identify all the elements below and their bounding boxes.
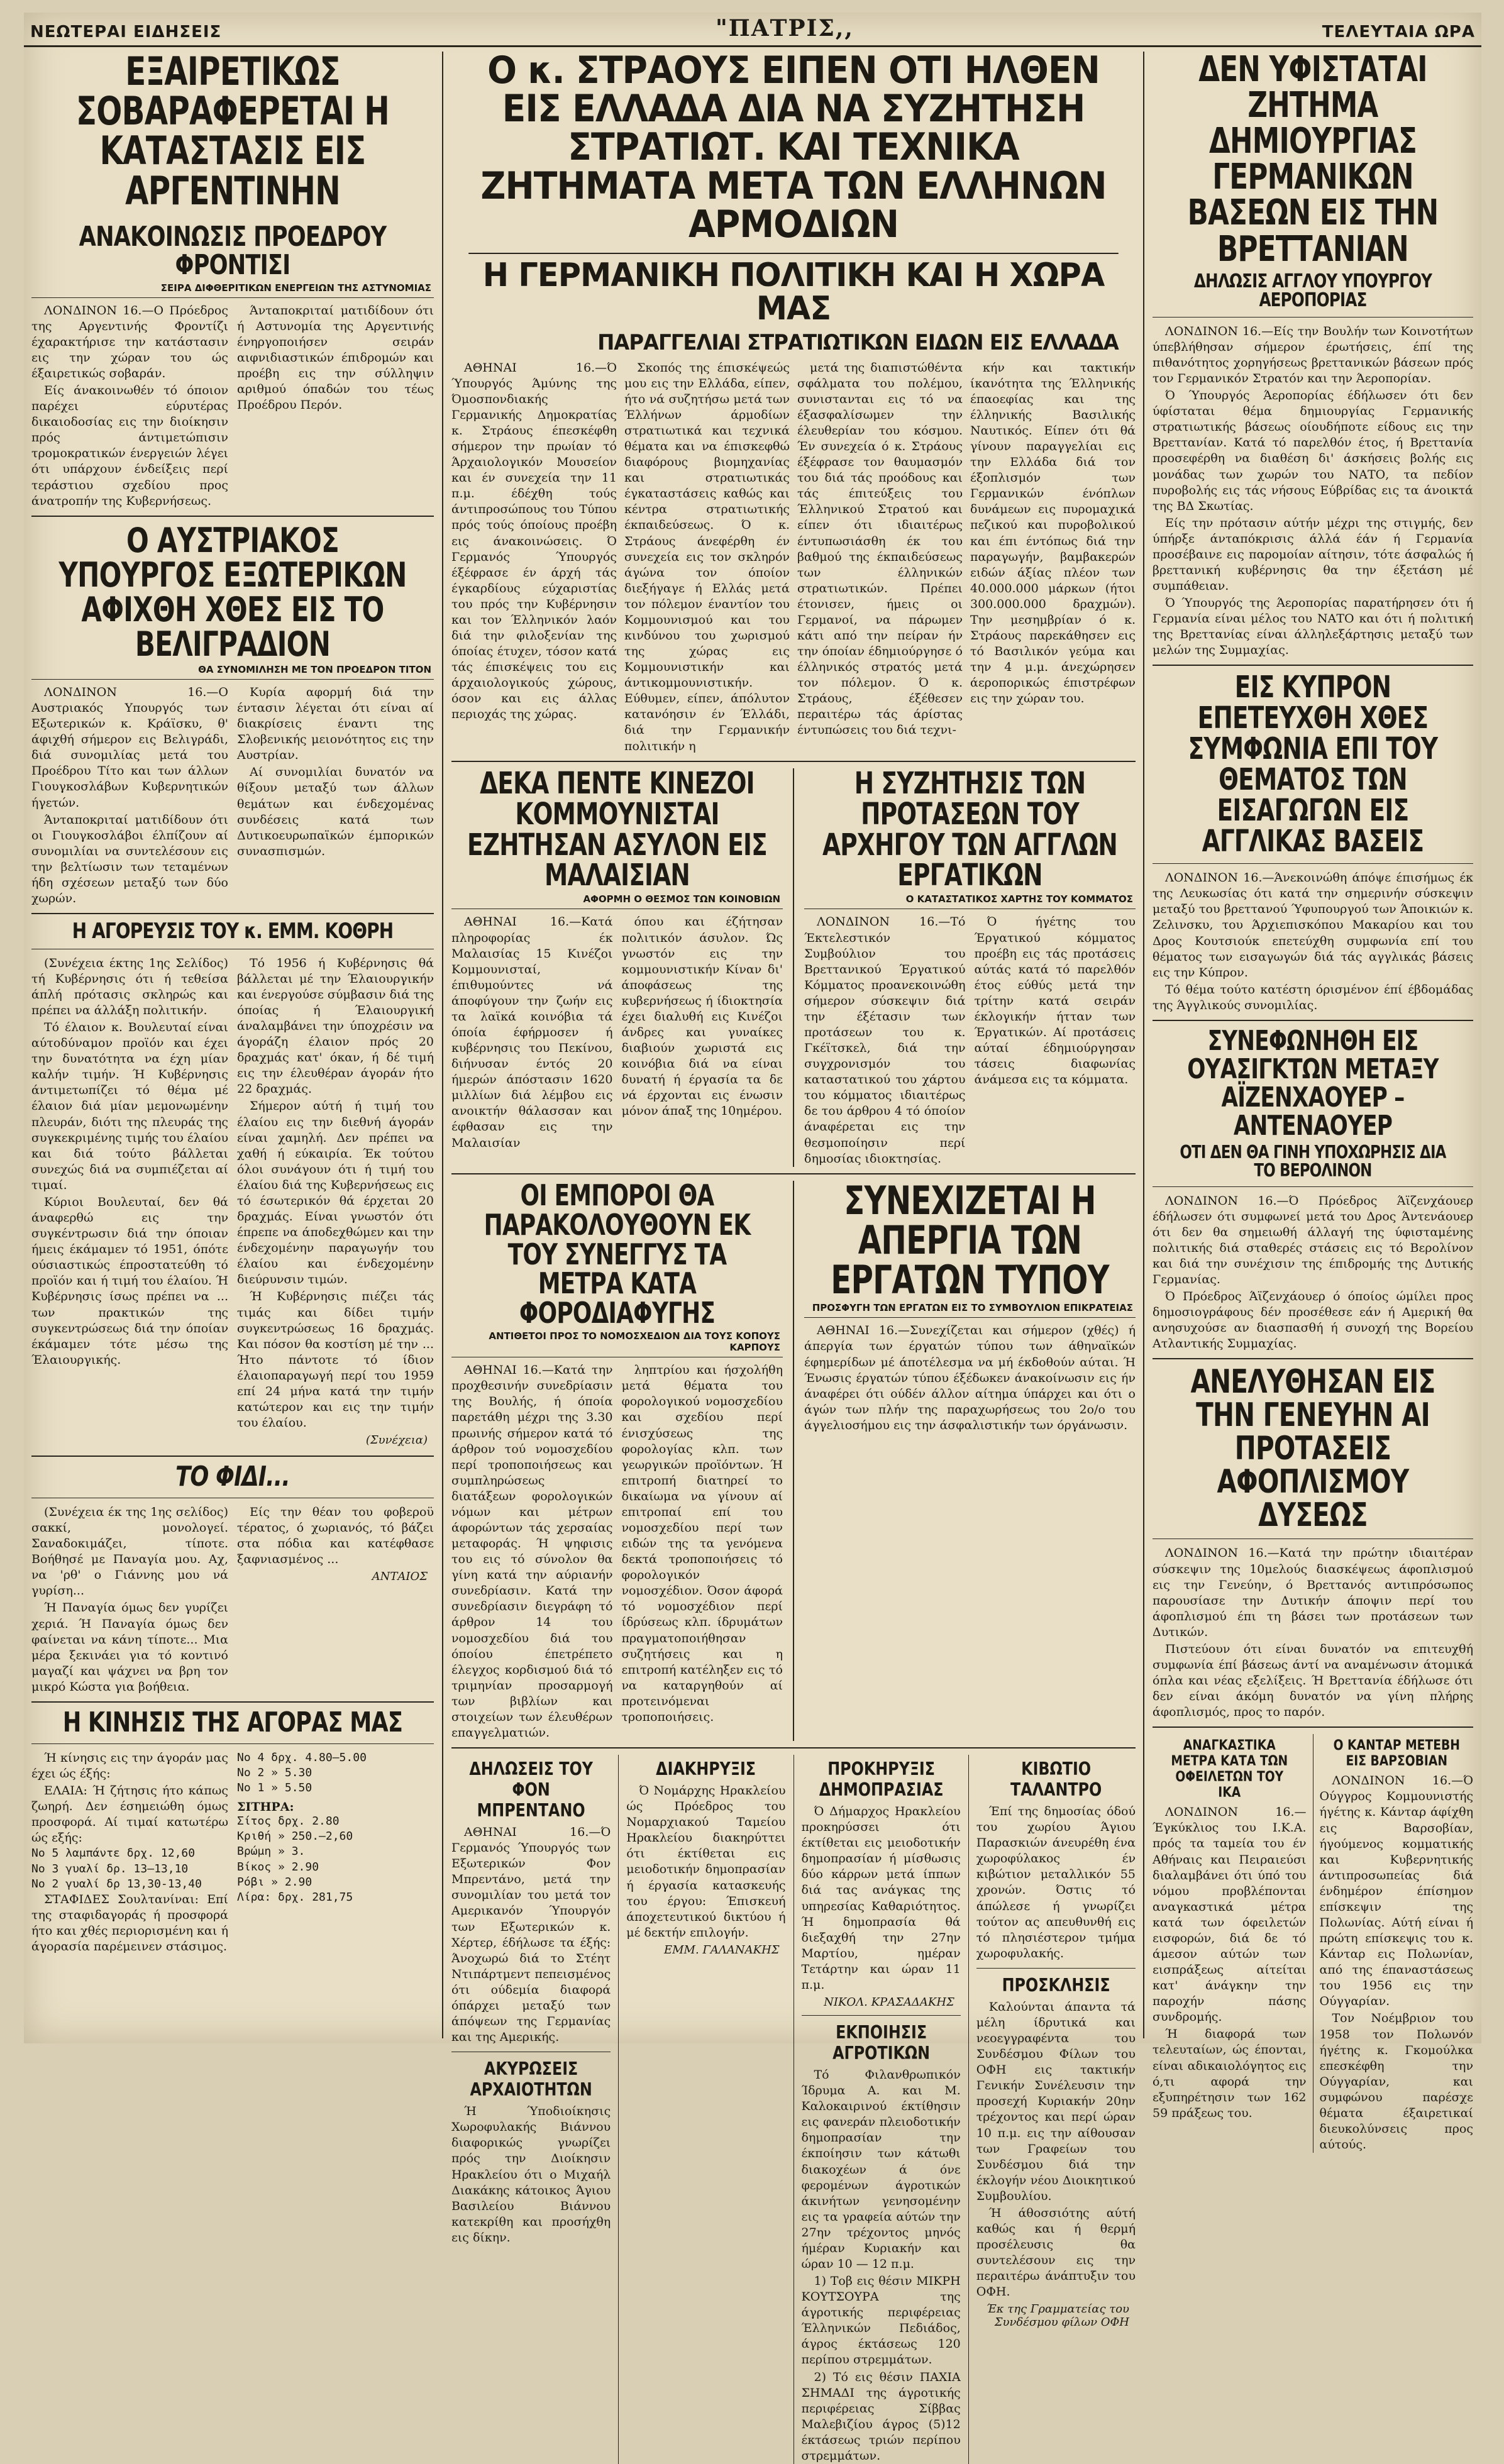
author-signature: ΑΝΤΑΙΟΣ (372, 1570, 428, 1584)
paragraph: Ό Νομάρχης Ηρακλείου ώς Πρόεδρος του Νομαρχιακού Ταμείου Ηρακλείου διακηρύττει ότι έκτίθεται εις μειοδοτικήν δημοπρασίαν ή έργασία κατασκευής του έργου: Έπισκευή άποχετευτικού δικτύου ή μέ δεκτήν επιλογήν. (626, 1784, 786, 1940)
price-row: Βρώμη » 3. (237, 1845, 306, 1859)
headline: ΑΝΕΛΥΘΗΣΑΝ ΕΙΣ ΤΗΝ ΓΕΝΕΥΗΝ ΑΙ ΠΡΟΤΑΣΕΙΣ ΑΦΟΠΛΙΣΜΟΥ ΔΥΣΕΩΣ (1190, 1363, 1435, 1535)
paragraph: ΣΤΑΦΙΔΕΣ Σουλτανίναι: Επί της σταφιδαγοράς ή προσφορά ήτο και χθές περιορισμένη και ή άγορασία παρέμεινεν στάσιμος. (31, 1892, 228, 1954)
price-row: Νο 4 δρχ. 4.80—5.00 (237, 1750, 367, 1764)
newspaper-title: "ΠΑΤΡΙΣ,, (716, 15, 854, 41)
olive-price-list (31, 1846, 228, 1892)
headline: ΕΙΣ ΚΥΠΡΟΝ ΕΠΕΤΕΥΧΘΗ ΧΘΕΣ ΣΥΜΦΩΝΙΑ ΕΠΙ ΤΟΥ ΘΕΜΑΤΟΣ ΤΩΝ ΕΙΣΑΓΩΓΩΝ ΕΙΣ ΑΓΓΛΙΚΑΣ ΒΑΣΕΙΣ (1188, 670, 1438, 859)
headline: ΔΕΝ ΥΦΙΣΤΑΤΑΙ ΖΗΤΗΜΑ ΔΗΜΙΟΥΡΓΙΑΣ ΓΕΡΜΑΝΙΚΩΝ ΒΑΣΕΩΝ ΕΙΣ ΤΗΝ ΒΡΕΤΤΑΝΙΑΝ (1187, 49, 1439, 270)
paragraph: μετά της διαπιστώθέντα σφάλματα του πολέμου, συνιστανται εις τό να έξασφαλίσωμεν την έλευθερίαν του κόσμου. Έν συνεχεία ό κ. Στράους έξέφρασε τον θαυμασμόν του διά τάς προόδους και τάς έπιτεύξεις του Έλληνικού Στρατού και είπεν ότι ιδιαιτέρως έντυπωσιάσθη έκ του βαθμού της έκπαιδεύσεως των έλληνικών στρατιωτικών. Πρέπει έτονισεν, ήμεις οι Γερμανοί, να πάρωμεν κάτι από την πείραν ήν την όποίαν έδημιούργησε ό έλληνικός στρατός μετά τον πόλεμον. Ό κ. Στράους, έξέθεσεν περαιτέρω τάς άρίστας έντυπώσεις του διά τεχνι- (797, 360, 963, 738)
headline: Ο ΑΥΣΤΡΙΑΚΟΣ ΥΠΟΥΡΓΟΣ ΕΞΩΤΕΡΙΚΩΝ ΑΦΙΧΘΗ ΧΘΕΣ ΕΙΣ ΤΟ ΒΕΛΙΓΡΑΔΙΟΝ (58, 520, 407, 664)
paragraph: ΛΟΝΔΙΝΟΝ 16.—Άνεκοινώθη άπόψε έπισήμως έκ της Λευκωσίας ότι κατά την σημερινήν σύσκεψιν μεταξύ του βρεττανού Ύφυπουργού των Άποικιών κ. Ζελινσκυ, του Άρχιεπισκόπου Μακαρίου και του Δρος Κουτσιούκ επετεύχθη συμφωνία επί του θέματος των εισαγωγών διά τάς αγγλικάς βάσεις εις την Κύπρον. (1153, 871, 1473, 980)
paragraph: Τό Φιλανθρωπικόν Ίδρυμα Α. και Μ. Καλοκαιρινού έκτίθησιν εις φανεράν πλειοδοτικήν δημοπρασίαν την έκποίησιν των κάτωθι διακοχέων ά όνε φερομένων άγροτικών άκινήτων γενησομένην εις τα γραφεία αύτών την 27ην τρέχοντος μηνός ήμέραν Κυριακήν και ώραν 10 — 12 π.μ. (801, 2068, 961, 2271)
raisin-price-list (237, 1750, 434, 1796)
column-center (451, 48, 1136, 2463)
paragraph: Τό έλαιον κ. Βουλευταί είναι αύτοδύναμον προϊόν και έχει την δυνατότητα να έχη μίαν καλήν τιμήν. Ή Κυβέρνησις άντιμετωπίζει τό θέμα μέ έλαιον διά μίαν μεμονωμένην πλευράν, διότι της πλευράς της συγκεκριμένης τιμής του έλαίου και διά τούτο βάλλεται συνεχώς διά να συμπιέζεται αί τιμαί. (31, 1020, 228, 1192)
paragraph: Ή κίνησις εις την άγοράν μας έχει ώς έξής: (31, 1750, 228, 1781)
paragraph: Ό ήγέτης του Έργατικού κόμματος προέβη εις τάς προτάσεις αύτάς κατά τό παρελθόν έτος εύθύς μετά την τρίτην κατά σειράν έκλογικήν ήτταν των Έργατικών. Αί προτάσεις αύταί έδημιούργησαν τάσεις διαφωνίας άνάμεσα εις τα κόμματα. (974, 915, 1136, 1087)
paragraph: Σκοπός της έπισκέψεώς μου εις την Ελλάδα, είπεν, ήτο νά συζητήσω μετά των Έλλήνων άρμοδίων στρατιωτικά και τεχνικά θέματα και να έπισκεφθώ διαφόρους βιομηχανίας και στρατιωτικάς έγκαταστάσεις καθώς και κέντρα στρατιωτικής έκπαιδεύσεως. Ό κ. Στράους άνεφέρθη έν συνεχεία εις τον σκληρόν άγώνα τον όποίον διεξήγαγε ή Ελλάς μετά τον πόλεμον έναντίον του Κομμουνισμού και του κινδύνου του χωρισμού της χώρας εις Κομμουνιστικήν και άντικομμουνιστικήν. Εύθυμεν, είπεν, άπόλυτον κατανόησιν έν Έλλάδι, διά την Γερμανικήν πολιτικήν η (624, 360, 790, 753)
headline: ΑΝΑΓΚΑΣΤΙΚΑ ΜΕΤΡΑ ΚΑΤΑ ΤΩΝ ΟΦΕΙΛΕΤΩΝ ΤΟΥ ΙΚΑ (1171, 1738, 1288, 1801)
center-row-2 (451, 1177, 1136, 1741)
article-ika (1153, 1734, 1307, 2153)
headline: ΟΙ ΕΜΠΟΡΟΙ ΘΑ ΠΑΡΑΚΟΛΟΥΘΟΥΝ ΕΚ ΤΟΥ ΣΥΝΕΓΓΥΣ ΤΑ ΜΕΤΡΑ ΚΑΤΑ ΦΟΡΟΔΙΑΦΥΓΗΣ (484, 1178, 751, 1330)
article-market (31, 1706, 434, 1955)
subheadline: ΘΑ ΣΥΝΟΜΙΛΗΣΗ ΜΕ ΤΟΝ ΠΡΟΕΔΡΟΝ ΤΙΤΟΝ (31, 661, 434, 680)
article-kadar (1320, 1734, 1474, 2153)
paragraph: ΛΟΝΔΙΝΟΝ 16.—Ο Πρόεδρος της Αργεντινής Φροντίζι έχαρακτήρισε την κατάστασιν εις την χώραν του ώς έξαιρετικώς σοβαράν. (31, 303, 228, 380)
headline: ΔΗΛΩΣΕΙΣ ΤΟΥ ΦΟΝ ΜΠΡΕΝΤΑΝΟ (469, 1759, 593, 1821)
headline: ΚΙΒΩΤΙΟ ΤΑΛΑΝΤΡΟ (1010, 1759, 1102, 1801)
paragraph: ληπτρίου και ήσχολήθη μετά θέματα του φορολογικού νομοσχεδίου και σχεδίου περί ένισχύσεως της φορολογίας κλπ. των γεωργικών προϊόντων. Ή επιτροπή διατηρεί το δικαίωμα να γίνουν αί επιτροπαί επί του νομοσχεδίου περί των ειδών της τα γενόμενα δεκτά τροποποιήσεις τό φορολογικόν νομοσχέδιον. Όσον άφορά τό νομοσχέδιον περί ίδρύσεως κλπ. ίδρυμάτων πραγματοποιήθησαν συζητήσεις και η επιτροπή κατέληξεν εις τό να καταργηθούν αί προτεινόμεναι τροποποιήσεις. (621, 1363, 783, 1724)
headline: Ο κ. ΣΤΡΑΟΥΣ ΕΙΠΕΝ ΟΤΙ ΗΛΘΕΝ ΕΙΣ ΕΛΛΑΔΑ ΔΙΑ ΝΑ ΣΥΖΗΤΗΣΗ ΣΤΡΑΤΙΩΤ. ΚΑΙ ΤΕΧΝΙΚΑ ΖΗΤΗΜΑΤΑ ΜΕΤΑ ΤΩΝ ΕΛΛΗΝΩΝ ΑΡΜΟΔΙΩΝ (480, 48, 1107, 246)
subheadline: ΠΡΟΣΦΥΓΗ ΤΩΝ ΕΡΓΑΤΩΝ ΕΙΣ ΤΟ ΣΥΜΒΟΥΛΙΟΝ ΕΠΙΚΡΑΤΕΙΑΣ (804, 1300, 1136, 1318)
paragraph: Έπί της δημοσίας όδού του χωρίου Άγιου Παρασκιών άνευρέθη ένα χωροφύλακος έν κιβώτιον μεταλλικόν 55 χρονών. Όστις τό άπώλεσε ή γνωρίζει τούτον ας απευθυνθή εις τό πλησιέστερον τμήμα χωροφυλακής. (976, 1804, 1136, 1960)
headline: ΕΚΠΟΙΗΣΙΣ ΑΓΡΟΤΙΚΩΝ (832, 2022, 930, 2064)
paragraph: ΑΘΗΝΑΙ 16.—Κατά πληροφορίας έκ Μαλαισίας 15 Κινέζοι Κομμουνισταί, έπιθυμούντες νά άποφύγουν την ζωήν εις τα λαϊκά κοινόβια τά όποία έφήρμοσεν ή κυβέρνησις του Πεκίνου, διήνυσαν έντός 20 ήμερών άπόστασιν 1620 μιλλίων διά λέμβου εις ανοικτήν θάλασσαν και έφθασαν εις την Μαλαισίαν (451, 915, 613, 1150)
price-row: Ρόβι » 2.90 (237, 1875, 312, 1889)
grain-title: ΣΙΤΗΡΑ: (237, 1799, 294, 1814)
paragraph: Καλούνται άπαντα τά μέλη ίδρυτικά και νεοεγγραφέντα του Συνδέσμου Φίλων του ΟΦΗ εις τακτικήν Γενικήν Συνέλευσιν την προσεχή Κυριακήν 20ην τρέχοντος και περί ώραν 10 π.μ. εις την αίθουσαν των Γραφείων του Συνδέσμου διά την έκλογήν νέου Διοικητικού Συμβουλίου. (976, 1999, 1136, 2203)
paragraph: Ό Πρόεδρος Άϊζενχάουερ ό όποίος ώμίλει προς δημοσιογράφους δέν προσέθεσε εάν ή Αμερική θα ανησυχούσε αν διασπασθή ή συνοχή της Βορείου Ατλαντικής Συμμαχίας. (1153, 1289, 1473, 1351)
signature: Έκ της Γραμματείας του Συνδέσμου φίλων ΟΦΗ (986, 2302, 1129, 2329)
paragraph: Είς την πρότασιν αύτήν μέχρι της στιγμής, δεν ύπήρξε άνταπόκρισις άλλά έάν ή Γερμανία προσέβαινε εις παρομοίαν αίτησιν, τότε άσφαλώς ή βρεττανική κυβέρνησις θα την έξετάση μέ συμπάθειαν. (1153, 516, 1473, 594)
price-row: Νο 2 » 5.30 (237, 1766, 312, 1780)
paragraph: Ή διαφορά των τελευταίων, ώς έπονται, είναι αδικαιολόγητος εις ό,τι αφορά την εξυπηρέτησιν των 162 59 πράξεως του. (1153, 2027, 1307, 2120)
paragraph: ΛΟΝΔΙΝΟΝ 16.—Κατά την πρώτην ιδιαιτέραν σύσκεψιν της 10μελούς διασκέψεως άφοπλισμού εις την Γενεύην, ό Βρεττανός αντιπρόσωπος παρουσίασε την Δυτικήν άποψιν περί του άφοπλισμού έπι τη βάσει των προτάσεων των Δυτικών. (1153, 1546, 1473, 1639)
article-austria (31, 520, 434, 907)
headline: Ο ΚΑΝΤΑΡ ΜΕΤΕΒΗ ΕΙΣ ΒΑΡΣΟΒΙΑΝ (1333, 1738, 1460, 1770)
paragraph: Ή Παναγία όμως δεν γυρίζει χεριά. Ή Παναγία όμως δεν φαίνεται να κάνη τίποτε... Μια μέρα ξεκινάει για τό κοντινό μαγαζί και ψάχνει να βρη τον μικρό Κώστα για βοήθεια. (31, 1601, 228, 1694)
paragraph: ΛΟΝΔΙΝΟΝ 16.—Είς την Βουλήν των Κοινοτήτων ύπεβλήθησαν σήμερον έρωτήσεις, έπί της πιθανότητος χορηγήσεως βρεττανικών βάσεων πρός τον Γερμανικόν Στρατόν και την Άεροπορίαν. (1153, 324, 1473, 386)
paragraph: ΛΟΝΔΙΝΟΝ 16.—Έγκύκλιος του Ι.Κ.Α. πρός τα ταμεία του έν Αθήναις και Πειραιεύσι διαλαμβάνει ότι ύπό του νόμου προβλέπονται αναγκαστικά μέτρα κατά των όφειλετών εισφορών, διά δε τό άμεσον αύτών των εισπράξεως αίτείται κατ' άνάγκην την παροχήν πάσης συνδρομής. (1153, 1805, 1307, 2025)
paragraph: Είς την θέαν του φοβεροϋ τέρατος, ό χωριανός, τό βάζει στα πόδια και κατέφθασε ξαφνιασμένος ... (237, 1505, 434, 1567)
paragraph: Κύριοι Βουλευταί, δεν θά άναφερθώ εις την συγκέντρωσιν διά την όποιαν ήμεις έκάμαμεν τό 1951, όπότε ούσιαστικώς έπροστατεύθη τό προϊόν και ή τιμή του έλαίου. Ή Κυβέρνησις ίσως πρέπει να ... των πρακτικών της συγκεντρώσεως διά την όποίαν έκάμαμεν τότε μέσω της Έλαιουργικής. (31, 1195, 228, 1367)
paragraph: Κυρία αφορμή διά την έντασιν λέγεται ότι είναι αί διακρίσεις έναντι της Σλοβενικής μειονότητος εις την Αυστρίαν. (237, 685, 434, 763)
subheadline: Ο ΚΑΤΑΣΤΑΤΙΚΟΣ ΧΑΡΤΗΣ ΤΟΥ ΚΟΜΜΑΤΟΣ (804, 891, 1136, 909)
paragraph: ΕΛΑΙΑ: Ή ζήτησις ήτο κάπως ζωηρή. Δεν έσημειώθη όμως προσφορά. Αί τιμαί κατωτέρω ώς εξής: (31, 1783, 228, 1845)
paragraph: (Συνέχεια έκτης 1ης Σελίδος) τή Κυβέρνησις ότι ή τεθείσα άπλή πρότασις σκληρώς και πρέπει να άλλάξη πολιτικήν. (31, 956, 228, 1018)
paragraph: ΛΟΝΔΙΝΟΝ 16.—Τό Έκτελεστικόν Συμβούλιον του Βρεττανικού Έργατικού Κόμματος προανεκοινώθη σήμερον σύσκεψιν διά την έξέτασιν των προτάσεων του κ. Γκέϊτσκελ, διά την συγχρονισμόν του καταστατικού του χάρτου του κόμματος ιδιαιτέρως δε του άρθρου 4 τό όποίον άναφέρεται εις την θεσμοποίησιν περί δημοσίας ιδιοκτησίας. (804, 915, 966, 1166)
right-bottom-row (1153, 1734, 1473, 2153)
article-argentina (31, 48, 434, 509)
paragraph: Τό 1956 ή Κυβέρνησις θά βάλλεται μέ την Έλαιουργικήν και ένεργούσε σύμβασιν διά της όποίας ή Έλαιουργική άναλαμβάνει την ύποχρέσιν να άγοράζη έλαιον πρός 20 δραχμάς κατ' όκαν, ή δέ τιμή εις την έλευθέραν άγοράν ήτο 22 δραχμάς. (237, 956, 434, 1097)
price-row: Νο 1 » 5.50 (237, 1781, 312, 1795)
paragraph: Πιστεύουν ότι είναι δυνατόν να επιτευχθή συμφωνία έπί βάσεως άντί να αναμένωσιν άτομικά όπλα και νέας εξελίξεις. Ή Βρεττανία έδήλωσε ότι δεν είναι άκόμη δυνατόν να γίνη πλήρης άφοπλισμός, προς το παρόν. (1153, 1642, 1473, 1720)
paragraph: Άνταποκριταί ματιδίδουν ότι οι Γιουγκοσλάβοι έλπίζουν αί συνομιλίαι να συντελέσουν εις την βελτίωσιν των τεταμένων ήδη σχέσεων μεταξύ των δύο χωρών. (31, 812, 228, 906)
price-row: Σίτος δρχ. 2.80 (237, 1814, 340, 1828)
price-row: Λίρα: δρχ. 281,75 (237, 1891, 353, 1904)
paragraph: Ή Ύποδιοίκησις Χωροφυλακής Βιάννου διαφορικώς γνωρίζει πρός την Διοίκησιν Ηρακλείου ότι ο Μιχαήλ Διακάκης κάτοικος Άγιου Βασιλείου Βιάννου κατεκρίθη και προσήχθη εις δίκην. (451, 2104, 611, 2245)
paragraph: Τό θέμα τούτο κατέστη όρισμένον έπί έβδομάδας της Άγγλικούς συνομιλίας. (1153, 982, 1473, 1012)
article-strauss (451, 48, 1136, 754)
column-rule (442, 52, 443, 2038)
deck: ΔΗΛΩΣΙΣ ΑΓΓΛΟΥ ΥΠΟΥΡΓΟΥ ΑΕΡΟΠΟΡΙΑΣ (1193, 270, 1432, 312)
headline: Η ΑΓΟΡΕΥΣΙΣ ΤΟΥ κ. ΕΜΜ. ΚΟΘΡΗ (72, 919, 394, 944)
paragraph: (Συνέχεια έκ της 1ης σελίδος) σακκί, μονολογεί. Σαναδοκιμάζει, τίποτε. Βοήθησέ με Παναγία μου. Αχ, να 'ρθ' ο Γιάννης μου νά γυρίση... (31, 1505, 228, 1598)
headline-tertiary: ΠΑΡΑΓΓΕΛΙΑΙ ΣΤΡΑΤΙΩΤΙΚΩΝ ΕΙΔΩΝ ΕΙΣ ΕΛΛΑΔΑ (597, 330, 1119, 355)
paragraph: ΛΟΝΔΙΝΟΝ 16.—Ό Πρόεδρος Άϊζενχάουερ έδήλωσεν ότι συμφωνεί μετά του Δρος Άντενάουερ ότι δεν θα σημειωθή άλλαγή της ύφισταμένης πολιτικής διά σταθερές στάσεις εις τό Βερολίνον και διά την συνέχισιν της έπιδρομής της Δυτικής Γερμανίας. (1153, 1193, 1473, 1286)
headline: ΠΡΟΚΗΡΥΞΙΣ ΔΗΜΟΠΡΑΣΙΑΣ (819, 1759, 944, 1801)
masthead (24, 13, 1481, 47)
article-kothris-speech (31, 920, 434, 1449)
paragraph: ΛΟΝΔΙΝΟΝ 16.—Ο Αυστριακός Υπουργός των Εξωτερικών κ. Κράϊσκυ, θ' άφιχθή σήμερον εις Βελιγράδι, διά συνομιλίας μετά του Προέδρου Τίτο και των άλλων Γιουγκοσλάβων Κυβερνητικών ήγετών. (31, 685, 228, 810)
continued-note: (Συνέχεια) (365, 1434, 428, 1447)
paragraph: ΑΘΗΝΑΙ 16.—Ό Ύπουργός Άμύνης της Όμοσπονδιακής Γερμανικής Δημοκρατίας κ. Στράους έπεσκέφθη σήμερον την πρωίαν τό Άρχαιολογικόν Μουσείον και έν συνεχεία την 11 π.μ. έδέχθη τούς άντιπροσώπους του Τύπου πρός τούς όποίους προέβη εις άνακοινώσεις. Ό Γερμανός Ύπουργός έξέφρασε έν άρχή τάς έγκαρδίους εύχαριστίας του πρός την Κυβέρνησιν και τον Έλληνικόν λαόν διά την φιλοξενίαν της όποίας έτυχεν, τόσον κατά τάς έπισκέψεις του εις άρχαιολογικούς χώρους, όσον και εις άλλας περιοχάς της χώρας. (451, 360, 617, 722)
paragraph: Ό Ύπουργός της Άεροπορίας παρατήρησεν ότι ή Γερμανία είναι μέλος του ΝΑΤΟ και ότι ή πολιτική της Βρεττανίας είναι άλληλεξάρτησις μεταξύ των μελών της Συμμαχίας. (1153, 596, 1473, 658)
deck: ΟΤΙ ΔΕΝ ΘΑ ΓΙΝΗ ΥΠΟΧΩΡΗΣΙΣ ΔΙΑ ΤΟ ΒΕΡΟΛΙΝΟΝ (1180, 1142, 1446, 1181)
section-label-left: ΝΕΩΤΕΡΑΙ ΕΙΔΗΣΕΙΣ (30, 23, 222, 41)
paragraph: 2) Τό εις θέσιν ΠΑΧΙΑ ΣΗΜΑΔΙ της άγροτικής περιφέρειας Σίββας Μαλεβιζίου άγρος (5)12 έκτάσεως τριών περίπου στρεμμάτων. (801, 2370, 961, 2463)
headline: ΠΡΟΣΚΛΗΣΙΣ (1002, 1974, 1110, 1996)
article-cyprus (1153, 672, 1473, 1013)
paragraph: Ή άθοσσιότης αύτή καθώς και ή θερμή προσέλευσις θα συντελέσουν εις την περαιτέρω άνάπτυξιν του ΟΦΗ. (976, 2206, 1136, 2299)
deck: ΑΝΑΚΟΙΝΩΣΙΣ ΠΡΟΕΔΡΟΥ ΦΡΟΝΤΙΣΙ (79, 220, 387, 281)
paragraph: Σήμερον αύτή ή τιμή του έλαίου εις την διεθνή άγοράν είναι χαμηλή. Δεν πρέπει να χαθή ή εύκαιρία. Έκ τούτου όλοι συνάγουν ότι ή τιμή του έλαίου διά της Κυβερνήσεως εις τό έσωτερικόν θά έρχεται 20 δραχμάς. Είναι γνωστόν ότι έπρεπε να άποδεχθώμεν και την ένδεχομένην παραγωγήν του έλαίου και ένδεχομένην διεύρυνσιν τιμών. (237, 1099, 434, 1287)
paragraph: 1) Τοβ εις θέσιν ΜΙΚΡΗ ΚΟΥΤΣΟΥΡΑ της άγροτικής περιφέρειας Έλληνικών Πεδιάδος, άγρος έκτάσεως 120 περίπου στρεμμάτων. (801, 2274, 961, 2367)
paragraph: ΑΘΗΝΑΙ 16.—Συνεχίζεται και σήμερον (χθές) ή άπεργία των έργατών τύπου των άθηναϊκών έφημερίδων μέ άποτέλεσμα να μή έκδοθούν αύται. Ή Ένωσις έργατών τύπου έξέδωκεν άνακοίνωσιν εις ήν άναφέρει ότι ούδέν άλλον αίτημα ύπάρχει και ότι ο άγών των πλήν της παραχωρήσεως του 2ο/ο του άγγελιοσήμου εις την άσφαλιστικήν των όργάνωσιν. (804, 1323, 1136, 1432)
column-rule (1143, 52, 1144, 2038)
paragraph: Αί συνομιλίαι δυνατόν να θίξουν μεταξύ των άλλων θεμάτων και ένδεχομένας συνδέσεις κατά των Δυτικοευρωπαϊκών έμπορικών συνασπισμών. (237, 765, 434, 858)
article-merchants (451, 1178, 783, 1741)
article-german-bases (1153, 49, 1473, 658)
headline: ΣΥΝΕΦΩΝΗΘΗ ΕΙΣ ΟΥΑΣΙΓΚΤΩΝ ΜΕΤΑΞΥ ΑΪΖΕΝΧΑΟΥΕΡ – ΑΝΤΕΝΑΟΥΕΡ (1187, 1024, 1439, 1142)
headline: ΔΕΚΑ ΠΕΝΤΕ ΚΙΝΕΖΟΙ ΚΟΜΜΟΥΝΙΣΤΑΙ ΕΖΗΤΗΣΑΝ ΑΣΥΛΟΝ ΕΙΣ ΜΑΛΑΙΣΙΑΝ (467, 765, 767, 893)
headline: ΔΙΑΚΗΡΥΞΙΣ (656, 1759, 756, 1780)
headline: ΕΞΑΙΡΕΤΙΚΩΣ ΣΟΒΑΡΑΦΕΡΕΤΑΙ Η ΚΑΤΑΣΤΑΣΙΣ ΕΙΣ ΑΡΓΕΝΤΙΝΗΝ (76, 48, 389, 214)
headline-secondary: Η ΓΕΡΜΑΝΙΚΗ ΠΟΛΙΤΙΚΗ ΚΑΙ Η ΧΩΡΑ ΜΑΣ (468, 253, 1119, 326)
grain-price-list (237, 1814, 434, 1906)
paragraph: Τον Νοέμβριον του 1958 τον Πολωνόν ήγέτης κ. Γκομούλκα επεσκέφθη την Ούγγαρίαν, και συμφώνου παρέσχε θέματα έξαιρετικαί διευκολύνσεις προς αύτούς. (1319, 2011, 1473, 2152)
headline: ΤΟ ΦΙΔΙ... (175, 1461, 290, 1493)
article-labour (804, 765, 1136, 1167)
paragraph: ΑΘΗΝΑΙ 16.—Ό Γερμανός Ύπουργός των Εξωτερικών Φον Μπρεντάνο, μετά την συνομιλίαν του μετά τον Αμερικανόν Ύπουργόν των Εξωτερικών κ. Χέρτερ, έδήλωσε τα έξής: Άνοχωρώ διά το Στέητ Ντιπάρτμεντ πεπεισμένος ότι ούδεμία διαφορά όπάρχει μεταξύ των άπόψεων της Γερμανίας και της Αμερικής. (451, 1825, 611, 2045)
article-strike (804, 1177, 1136, 1741)
headline: Η ΣΥΖΗΤΗΣΙΣ ΤΩΝ ΠΡΟΤΑΣΕΩΝ ΤΟΥ ΑΡΧΗΓΟΥ ΤΩΝ ΑΓΓΛΩΝ ΕΡΓΑΤΙΚΩΝ (822, 765, 1117, 893)
headline: ΑΚΥΡΩΣΕΙΣ ΑΡΧΑΙΟΤΗΤΩΝ (470, 2058, 592, 2101)
center-row-1 (451, 765, 1136, 1167)
article-eisenhower (1153, 1024, 1473, 1352)
paragraph: Ό Ύπουργός Άεροπορίας έδήλωσεν ότι δεν ύφίσταται θέμα δημιουργίας Γερμανικής στρατιωτικής βάσεως οίουδήποτε είδους εις την Βρεττανίαν. Κατά τό παρελθόν έτος, ή Βρεττανία προσεφέρθη να διαθέση δι' άσκήσεις βολής εις μονάδας των χωρών του ΝΑΤΟ, τα πεδίον πυροβολής εις τάς νήσους Εύβρίδας εις τα άνοικτά της ΒΔ Σκωτίας. (1153, 389, 1473, 513)
paragraph: όπου και έζήτησαν πολιτικόν άσυλον. Ώς γνωστόν εις την κομμουνιστικήν Κίναν δι' άποφάσεως της κυβερνήσεως ή ίδιοκτησία έχει διαλυθή εις Κινέζοι άνδρες και γυναίκες διαβιούν χωριστά εις κοινόβια διά να είναι δυνατή ή έργασία τα δε νά έρχονται εις ένωσιν μόνον άπαξ της 10ημέρου. (621, 915, 783, 1119)
section-label-right: ΤΕΛΕΥΤΑΙΑ ΩΡΑ (1322, 23, 1475, 41)
headline: Η ΚΙΝΗΣΙΣ ΤΗΣ ΑΓΟΡΑΣ ΜΑΣ (62, 1706, 403, 1738)
article-disarmament (1153, 1363, 1473, 1720)
headline: ΣΥΝΕΧΙΖΕΤΑΙ Η ΑΠΕΡΓΙΑ ΤΩΝ ΕΡΓΑΤΩΝ ΤΥΠΟΥ (831, 1177, 1109, 1303)
subheadline: ΑΦΟΡΜΗ Ο ΘΕΣΜΟΣ ΤΩΝ ΚΟΙΝΟΒΙΩΝ (451, 891, 783, 909)
column-left (31, 48, 434, 2038)
paragraph: Ή Κυβέρνησις πιέζει τάς τιμάς και δίδει τιμήν συγκεντρώσεως 16 δραχμάς. Και πόσον θα κοστίση μέ την ... Ήτο πάντοτε τό ίδιον έλαιοπαραγωγή περί του 1959 επί 24 μήνα κατά την τιμήν κατώτερον και εις την τιμήν του έλαίου. (237, 1290, 434, 1430)
signature: ΕΜΜ. ΓΑΛΑΝΑΚΗΣ (663, 1943, 780, 1957)
paragraph: ΑΘΗΝΑΙ 16.—Κατά την προχθεσινήν συνεδρίασιν της Βουλής, ή όποία παρετάθη μέχρι της 3.30 πρωινής σήμερον κατά τό άρθρον τού νομοσχεδίου περί τροποποιήσεως και συμπληρώσεως διατάξεων φορολογικών νόμων και μέτρων άφορώντων τάς χερσαίας μεταφοράς. Ή ψηφισις του εις τό σύνολον θα γίνη κατά την αύριανήν συνεδρίασιν. Κατά την συνεδρίασιν διεγράφη τό άρθρον 14 του νομοσχεδίου διά του όποίου έπετρέπετο έλεγχος κορδισμού διά τό τριμηνίαν προσαρμογή των βιβλίων και στοιχείων των έλευθέρων επαγγελματιών. (451, 1363, 613, 1740)
signature: ΝΙΚΟΛ. ΚΡΑΣΑΔΑΚΗΣ (824, 1996, 954, 2009)
paragraph: Άνταποκριταί ματιδίδουν ότι ή Αστυνομία της Αργεντινής ένηργοποιήσεν σειράν αιφνιδιαστικών έπιδρομών και προέβη εις την σύλληψιν αριθμού όπαδών του τέως Προέδρου Περόν. (237, 303, 434, 412)
price-row: Νο 3 γυαλί δρ. 13—13,10 (31, 1862, 189, 1876)
price-row: Βίκος » 2.90 (237, 1860, 319, 1874)
subheadline: ΣΕΙΡΑ ΔΙΦΘΕΡΙΤΙΚΩΝ ΕΝΕΡΓΕΙΩΝ ΤΗΣ ΑΣΤΥΝΟΜΙΑΣ (31, 280, 434, 298)
price-row: Νο 2 γυαλί δρ 13,30-13,40 (31, 1877, 202, 1891)
article-snake (31, 1463, 434, 1695)
subheadline: ΑΝΤΙΘΕΤΟΙ ΠΡΟΣ ΤΟ ΝΟΜΟΣΧΕΔΙΟΝ ΔΙΑ ΤΟΥΣ ΚΟΠΟΥΣ ΚΑΡΠΟΥΣ (451, 1328, 783, 1357)
paragraph: Είς άνακοινωθέν τό όποιον παρέχει εύρυτέρας δικαιοδοσίας εις την διοίκησιν πρός άντιμετώπισιν τρομοκρατικών ένεργειών λέγει ότι υπάρχουν ένδείξεις περί τεράστιου σχεδίου προς άνατροπήν της Κυβερνήσεως. (31, 384, 228, 508)
article-chinese (451, 765, 783, 1167)
price-row: Νο 5 λαμπάντε δρχ. 12,60 (31, 1847, 196, 1860)
price-row: Κριθή » 250.—2,60 (237, 1830, 353, 1843)
paragraph: Ό Δήμαρχος Ηρακλείου προκηρύσσει ότι έκτίθεται εις μειοδοτικήν δημοπρασίαν ή μίσθωσις δύο κάρρων μετά ίππων διά τας ανάγκας της υπηρεσίας Καθαριότητος. Ή δημοπρασία θά διεξαχθή την 27ην Μαρτίου, ημέραν Τετάρτην και ώραν 11 π.μ. (801, 1804, 961, 1992)
center-row-3 (451, 1755, 1136, 2464)
newspaper-page (24, 13, 1481, 2463)
paragraph: ΛΟΝΔΙΝΟΝ 16.—Ό Ούγγρος Κομμουνιστής ήγέτης κ. Κάνταρ άφίχθη εις Βαρσοβίαν, ήγούμενος κομματικής και Κυβερνητικής άντιπροσωπείας διά ένδημέρον έπίσημον επίσκεψιν της Πολωνίας. Αύτή είναι ή πρώτη επίσκεψις του κ. Κάνταρ εις Πολωνίαν, από της έπαναστάσεως του 1956 εις την Ούγγαρίαν. (1319, 1774, 1473, 2009)
paragraph: κήν και τακτικήν ίκανότητα της Έλληνικής έπαοεφίας και της έλληνικής Βασιλικής Ναυτικός. Είπεν ότι θά γίνουν παραγγελίαι εις την Ελλάδα διά τον έξοπλισμόν των Γερμανικών ένόπλων δυνάμεων εις πυρομαχικά πεζικού και πυροβολικού και έπι έντόπως διά την παραγωγήν, βαμβακερών ειδών άξίας πλέον των 40.000.000 μάρκων (ήτοι 300.000.000 δραχμών). Την μεσημβρίαν ό κ. Στράους παρεκάθησεν εις τό Βασιλικόν γεύμα και την 4 μ.μ. άνεχώρησεν άεροπορικώς έπιστρέφων εις την χώραν του. (970, 360, 1136, 706)
column-right (1153, 49, 1473, 2152)
